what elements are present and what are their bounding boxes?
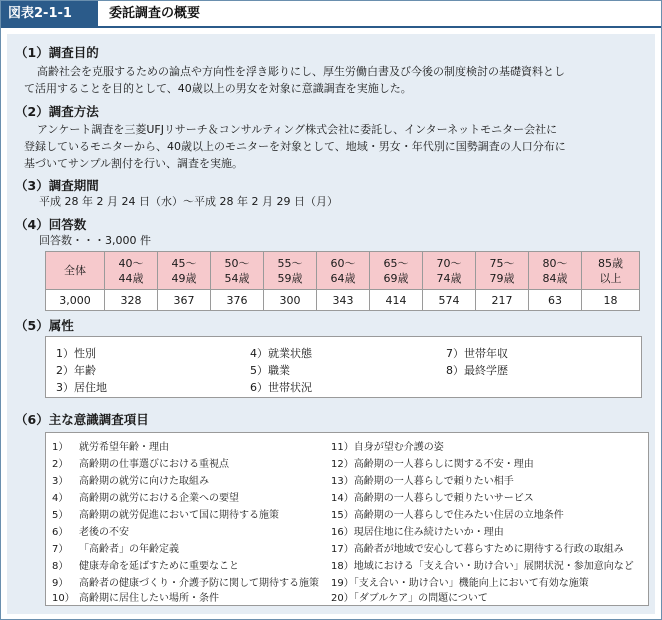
table-cell: 3,000 — [46, 290, 105, 311]
attributes-box — [45, 336, 642, 398]
section-period-heading: （3）調査期間 — [15, 178, 99, 193]
section-responses-heading: （4）回答数 — [15, 217, 87, 232]
header-label: 74歳 — [436, 271, 462, 285]
table-header-cell — [423, 252, 476, 290]
attribute-item: 3）居住地 — [56, 381, 107, 394]
purpose-line-2: て活用することを目的として、40歳以上の男女を対象に意識調査を実施した。 — [24, 82, 412, 95]
header-label: 64歳 — [330, 271, 356, 285]
section-purpose-heading: （1）調査目的 — [15, 45, 99, 60]
purpose-line-1: 高齢社会を克服するための論点や方向性を浮き彫りにし、厚生労働白書及び今後の制度検討の基礎資料とし — [37, 65, 565, 78]
header-label: 59歳 — [277, 271, 303, 285]
survey-item: 11）自身が望む介護の姿 — [331, 442, 444, 453]
section-attributes-heading: （5）属性 — [15, 318, 74, 333]
table-header-row — [46, 252, 640, 290]
header-label: 84歳 — [542, 271, 568, 285]
table-header-cell — [105, 252, 158, 290]
table-cell: 574 — [423, 290, 476, 311]
survey-item: 高齢者の健康づくり・介護予防に関して期待する施策 — [79, 578, 319, 589]
header-label: 65〜 — [383, 256, 409, 270]
survey-item-number: 5） — [52, 510, 69, 521]
survey-item: 13）高齢期の一人暮らしで頼りたい相手 — [331, 476, 514, 487]
survey-item: 高齢期の就労促進において国に期待する施策 — [79, 510, 279, 521]
survey-item: 「高齢者」の年齢定義 — [79, 544, 179, 555]
response-table — [45, 251, 640, 311]
attribute-item: 4）就業状態 — [250, 347, 312, 360]
table-cell: 300 — [264, 290, 317, 311]
method-line-3: 基づいてサンプル割付を行い、調査を実施。 — [24, 157, 244, 170]
header-label: 60〜 — [330, 256, 356, 270]
survey-item: 17）高齢者が地域で安心して暮らすために期待する行政の取組み — [331, 544, 624, 555]
table-cell: 328 — [105, 290, 158, 311]
header-label: 40〜 — [118, 256, 144, 270]
survey-item-number: 4） — [52, 493, 69, 504]
header-label: 80〜 — [542, 256, 568, 270]
survey-item-number: 8） — [52, 561, 69, 572]
table-header-cell — [582, 252, 640, 290]
header-label: 50〜 — [224, 256, 250, 270]
header-label: 79歳 — [489, 271, 515, 285]
header-label: 49歳 — [171, 271, 197, 285]
table-header-cell — [529, 252, 582, 290]
survey-item: 19）「支え合い・助け合い」機能向上において有効な施策 — [331, 578, 589, 589]
figure-title: 委託調査の概要 — [109, 6, 201, 21]
header-label: 44歳 — [118, 271, 144, 285]
survey-item: 健康寿命を延ばすために重要なこと — [79, 561, 239, 572]
survey-item-number: 7） — [52, 544, 69, 555]
response-count: 回答数・・・3,000 件 — [39, 234, 151, 247]
header-label: 54歳 — [224, 271, 250, 285]
attribute-item: 1）性別 — [56, 347, 96, 360]
header-label: 75〜 — [489, 256, 515, 270]
survey-item-number: 2） — [52, 459, 69, 470]
section-items-heading: （6）主な意識調査項目 — [15, 412, 149, 427]
survey-item: 14）高齢期の一人暮らしで頼りたいサービス — [331, 493, 534, 504]
header-label: 45〜 — [171, 256, 197, 270]
survey-item: 18）地域における「支え合い・助け合い」展開状況・参加意向など — [331, 561, 634, 572]
figure-number: 図表2-1-1 — [1, 1, 98, 26]
header-label: 全体 — [64, 264, 86, 277]
survey-item-number: 1） — [52, 442, 69, 453]
attribute-item: 6）世帯状況 — [250, 381, 312, 394]
survey-item: 16）現居住地に住み続けたいか・理由 — [331, 527, 504, 538]
survey-item-number: 6） — [52, 527, 69, 538]
table-header-cell — [317, 252, 370, 290]
survey-item: 就労希望年齢・理由 — [79, 442, 169, 453]
table-cell: 343 — [317, 290, 370, 311]
header-label: 69歳 — [383, 271, 409, 285]
attribute-item: 7）世帯年収 — [446, 347, 508, 360]
table-cell: 18 — [582, 290, 640, 311]
survey-item: 12）高齢期の一人暮らしに関する不安・理由 — [331, 459, 534, 470]
table-cell: 63 — [529, 290, 582, 311]
survey-item-number: 9） — [52, 578, 69, 589]
table-header-cell — [46, 252, 105, 290]
header-label: 55〜 — [277, 256, 303, 270]
survey-item: 高齢期の就労における企業への要望 — [79, 493, 239, 504]
table-cell: 414 — [370, 290, 423, 311]
table-cell: 376 — [211, 290, 264, 311]
attribute-item: 2）年齢 — [56, 364, 96, 377]
section-method-heading: （2）調査方法 — [15, 104, 99, 119]
survey-item: 20）「ダブルケア」の問題について — [331, 593, 488, 604]
survey-item: 15）高齢期の一人暮らしで住みたい住居の立地条件 — [331, 510, 564, 521]
table-cell: 367 — [158, 290, 211, 311]
survey-period: 平成 28 年 2 月 24 日（水）〜平成 28 年 2 月 29 日（月） — [39, 195, 338, 208]
title-bar — [1, 1, 661, 28]
table-cell: 217 — [476, 290, 529, 311]
survey-item-number: 3） — [52, 476, 69, 487]
table-header-cell — [211, 252, 264, 290]
survey-items-box — [45, 432, 649, 606]
survey-item: 高齢期の仕事選びにおける重視点 — [79, 459, 229, 470]
survey-item: 老後の不安 — [79, 527, 129, 538]
table-header-cell — [158, 252, 211, 290]
header-label: 85歳 — [598, 256, 623, 270]
attribute-item: 5）職業 — [250, 364, 290, 377]
table-value-row — [46, 290, 640, 311]
survey-item: 高齢期に居住したい場所・条件 — [79, 593, 219, 604]
table-header-cell — [264, 252, 317, 290]
header-label: 70〜 — [436, 256, 462, 270]
content-panel — [7, 34, 655, 614]
survey-item-number: 10） — [52, 593, 75, 604]
method-line-1: アンケート調査を三菱UFJリサーチ＆コンサルティング株式会社に委託し、インターネットモニター会社に — [37, 123, 558, 136]
method-line-2: 登録しているモニターから、40歳以上のモニターを対象として、地域・男女・年代別に国勢調査の人口分布に — [24, 140, 566, 153]
survey-item: 高齢期の就労に向けた取組み — [79, 476, 209, 487]
table-header-cell — [476, 252, 529, 290]
table-header-cell — [370, 252, 423, 290]
header-label: 以上 — [599, 271, 622, 285]
attribute-item: 8）最終学歴 — [446, 364, 508, 377]
